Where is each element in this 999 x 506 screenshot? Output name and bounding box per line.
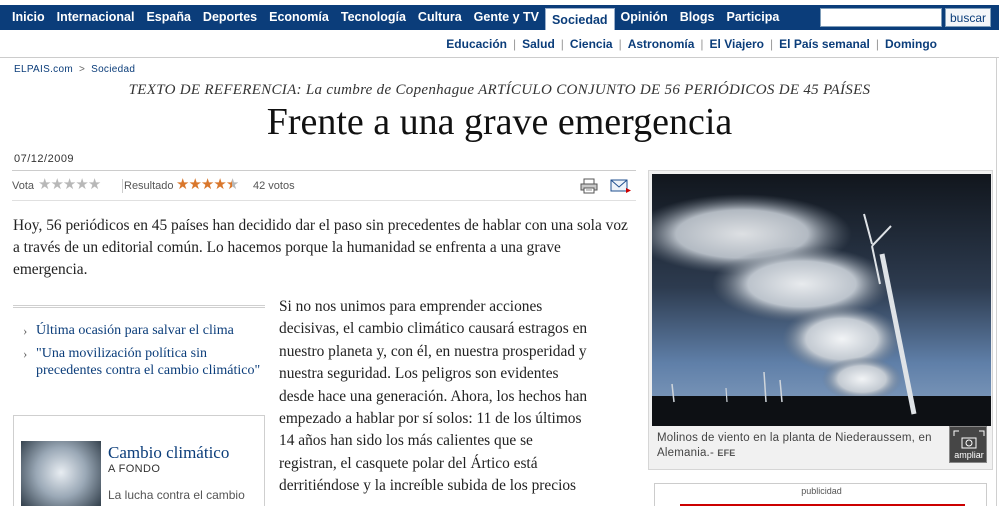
body-line: nuestra seguridad. Los peligros son evidentes	[279, 365, 559, 383]
print-icon[interactable]	[580, 178, 598, 194]
photo-credit: EFE	[717, 448, 736, 458]
subnav-item-salud[interactable]: Salud	[522, 37, 555, 51]
photo-caption	[657, 431, 987, 461]
nav-item-cultura[interactable]: Cultura	[417, 10, 462, 24]
article-kicker: TEXTO DE REFERENCIA: La cumbre de Copenhague ARTÍCULO CONJUNTO DE 56 PERIÓDICOS DE 45 PAÍSES	[128, 82, 871, 98]
body-line: registran, el casquete polar del Ártico está	[279, 454, 538, 472]
subnav-separator: |	[618, 37, 622, 51]
topic-thumbnail[interactable]	[21, 441, 101, 506]
result-label: Resultado	[124, 180, 174, 192]
nav-item-tecnologia[interactable]: Tecnología	[340, 10, 406, 24]
subnav-separator: |	[700, 37, 704, 51]
subnav-separator: |	[512, 37, 517, 51]
subnav-separator: |	[770, 37, 774, 51]
related-link[interactable]: › "Una movilización política sin precedentes contra el cambio climático"	[13, 345, 265, 379]
body-line: empezado a hablar por sí solos: 11 de los últimos	[279, 410, 582, 428]
nav-item-opinion[interactable]: Opinión	[620, 10, 668, 24]
topic-subtitle: A FONDO	[108, 463, 161, 475]
body-line: derritiéndose y la increíble subida de los precios	[279, 477, 577, 495]
photo-caption-text: Molinos de viento en la planta de Niederaussem, en Alemania.-	[657, 432, 932, 459]
breadcrumb-separator: >	[78, 64, 86, 75]
advertisement-box	[654, 483, 987, 506]
nav-item-deportes[interactable]: Deportes	[202, 10, 258, 24]
subnav-item-domingo[interactable]: Domingo	[885, 37, 937, 51]
vote-label: Vota	[12, 180, 35, 192]
related-link[interactable]: › Última ocasión para salvar el clima	[13, 322, 265, 339]
body-line: 14 años han sido los más calientes que se	[279, 432, 533, 450]
page-right-border	[996, 58, 997, 506]
email-icon[interactable]	[610, 179, 632, 193]
subnav-separator: |	[875, 37, 879, 51]
subnav-item-el-pais-semanal[interactable]: El País semanal	[779, 37, 870, 51]
search-button[interactable]: buscar	[945, 8, 991, 27]
wind-turbines-photo[interactable]	[652, 174, 991, 426]
photo-box	[648, 170, 993, 470]
rating-divider	[122, 179, 123, 193]
page-title: Frente a una grave emergencia	[266, 101, 733, 143]
topic-title-link[interactable]: Cambio climático	[108, 443, 230, 462]
subnav-item-ciencia[interactable]: Ciencia	[569, 37, 613, 51]
search-input[interactable]	[820, 8, 942, 27]
result-star-half-icon: ★	[225, 176, 239, 193]
body-line: Si no nos unimos para emprender acciones	[279, 298, 543, 315]
body-line: nuestro planeta y, con él, en nuestra prosperidad y	[279, 342, 587, 360]
enlarge-label: ampliar	[954, 450, 984, 460]
topic-box	[13, 415, 265, 506]
subnav-item-el-viajero[interactable]: El Viajero	[709, 37, 765, 51]
nav-item-espana[interactable]: España	[146, 10, 191, 24]
rating-toolbar	[12, 170, 636, 201]
body-line: desde hace una generación. Ahora, los hechos han	[279, 387, 588, 405]
result-star-full-icon: ★	[176, 176, 189, 193]
subnav-item-astronomia[interactable]: Astronomía	[627, 37, 695, 51]
nav-item-inicio[interactable]: Inicio	[12, 10, 45, 24]
nav-item-participa[interactable]: Participa	[726, 10, 780, 24]
nav-item-internacional[interactable]: Internacional	[56, 10, 135, 24]
vote-star-4-icon[interactable]: ★	[75, 176, 88, 193]
vote-star-1-icon[interactable]: ★	[38, 176, 51, 193]
breadcrumb	[14, 64, 135, 75]
article-date: 07/12/2009	[14, 153, 75, 165]
result-stars	[176, 177, 238, 193]
advertisement-label: publicidad	[801, 486, 842, 496]
vote-star-2-icon[interactable]: ★	[50, 176, 63, 193]
nav-item-gente-y-tv[interactable]: Gente y TV	[473, 10, 539, 24]
article-body	[279, 296, 637, 498]
result-star-full-icon: ★	[188, 176, 201, 193]
vote-star-5-icon[interactable]: ★	[87, 176, 101, 193]
vote-star-3-icon[interactable]: ★	[62, 176, 76, 193]
result-star-full-icon: ★	[213, 176, 226, 193]
nav-item-sociedad[interactable]: Sociedad	[545, 8, 615, 30]
body-line: decisivas, el cambio climático causará estragos en	[279, 320, 588, 338]
result-star-full-icon: ★	[200, 176, 214, 193]
section-subnavigation	[0, 30, 999, 58]
main-navigation	[0, 5, 999, 30]
subnav-separator: |	[560, 37, 564, 51]
subnav-item-educacion[interactable]: Educación	[446, 37, 507, 51]
nav-item-blogs[interactable]: Blogs	[679, 10, 715, 24]
related-links-box	[13, 305, 265, 385]
nav-item-economia[interactable]: Economía	[269, 10, 329, 24]
vote-stars[interactable]	[38, 177, 100, 193]
breadcrumb-section-link[interactable]: Sociedad	[91, 64, 136, 75]
votes-count: 42 votos	[253, 180, 295, 192]
breadcrumb-home-link[interactable]: ELPAIS.com	[14, 64, 73, 75]
topic-description: La lucha contra el cambio	[108, 488, 245, 502]
article-lead: Hoy, 56 periódicos en 45 países han decidido dar el paso sin precedentes de hablar con una sola voz a través de un editorial común. Lo hacemos porque la humanidad se enfrenta a una grave emergencia.	[13, 217, 628, 278]
